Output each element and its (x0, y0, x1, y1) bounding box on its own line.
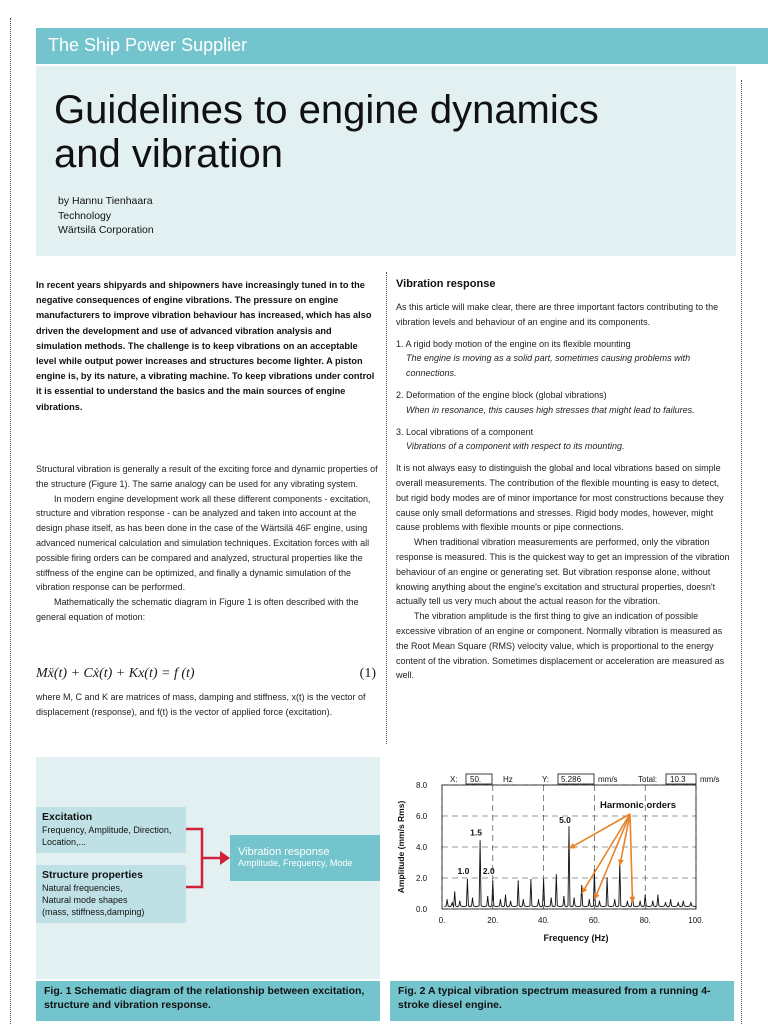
x-tick-label: 40. (538, 916, 550, 925)
right-intro: As this article will make clear, there are three important factors contributing to the vibration levels and behaviour of an engine and its components. (396, 302, 719, 327)
arrowhead-icon (618, 859, 624, 865)
factor-item-3-title: 3. Local vibrations of a component (396, 426, 534, 437)
spectrum-peak (678, 902, 679, 903)
spectrum-peak (556, 874, 557, 875)
excitation-text: Frequency, Amplitude, Direction, Location,... (42, 825, 172, 847)
spectrum-peak (589, 899, 590, 900)
factor-item-2-desc: When in resonance, this causes high stresses that might lead to failures. (406, 404, 695, 415)
spectrum-peak (523, 899, 524, 900)
header-band (36, 28, 768, 64)
readout-bar (450, 774, 720, 784)
spectrum-peak (492, 881, 493, 882)
x-axis-title: Frequency (Hz) (543, 933, 609, 943)
title-line-2: and vibration (54, 132, 284, 176)
x-tick-label: 60. (588, 916, 600, 925)
x-tick-label: 80. (639, 916, 651, 925)
arrowhead-icon (629, 897, 635, 903)
factor-item-2 (396, 388, 732, 418)
spectrum-peak (563, 896, 564, 897)
order-label: 1.0 (457, 866, 470, 876)
readout-x-unit: Hz (503, 775, 513, 784)
readout-y-label: Y: (542, 775, 550, 784)
structure-title: Structure properties (42, 869, 143, 881)
response-text: Amplitude, Frequency, Mode (238, 858, 353, 868)
x-tick-label: 100. (688, 916, 704, 925)
equation-number: (1) (359, 666, 376, 681)
figure-2-caption: Fig. 2 A typical vibration spectrum measured from a running 4-stroke diesel engine. (390, 981, 734, 1021)
readout-total-value: 10.3 (670, 775, 686, 784)
figure-2-chart (390, 757, 734, 979)
spectrum-chart (390, 757, 734, 979)
spectrum-peak (500, 899, 501, 900)
left-margin-rule (10, 18, 11, 1024)
figure-1-diagram (36, 757, 380, 979)
title-box (36, 66, 736, 256)
spectrum-peak (518, 881, 519, 882)
factor-item-3 (396, 425, 732, 455)
left-column-body (36, 462, 378, 625)
spectrum-peak (543, 879, 544, 880)
spectrum-peak (627, 901, 628, 902)
right-paragraph-1: It is not always easy to distinguish the global and local vibrations based on simple overall measurements. The contribution of the flexible mounting is easy to detect, but rigid body modes are of minor importance for most constructions because they cause only small deformations and stresses. Rigid body modes, however, might cause problems with flexible mounts or pipe connections. (396, 463, 724, 533)
spectrum-peak (530, 879, 531, 880)
right-column-body (396, 300, 732, 683)
excitation-box (36, 807, 186, 853)
factor-item-1-title: 1. A rigid body motion of the engine on its flexible mounting (396, 338, 631, 349)
left-paragraph-1: Structural vibration is generally a result of the exciting force and dynamic properties of the structure (Figure 1). The same analogy can be used for any vibrating system. (36, 464, 378, 489)
connector-lower (186, 858, 202, 887)
order-label: 5.0 (559, 814, 571, 825)
figure-1-caption: Fig. 1 Schematic diagram of the relationship between excitation, structure and vibration response. (36, 981, 380, 1021)
readout-x-label: X: (450, 775, 458, 784)
spectrum-peak (670, 899, 671, 900)
spectrum-peak (657, 894, 658, 895)
spectrum-peak (472, 898, 473, 899)
right-paragraph-3: The vibration amplitude is the first thing to give an indication of possible excessive vibration of an engine or component. Normally vibration is measured as the Root Mean Square (RMS) velocity value, which is proportional to the energy content of the vibration. Sometimes displacement or acceleration are measured as well. (396, 611, 725, 681)
left-paragraph-3: Mathematically the schematic diagram in Figure 1 is often described with the general equation of motion: (36, 597, 359, 622)
equation-text: Mẍ(t) + Cẋ(t) + Kx(t) = f (t) (36, 666, 195, 681)
structure-line-1: Natural frequencies, (42, 883, 123, 893)
spectrum-peak (467, 879, 468, 880)
spectrum-peak (690, 902, 691, 903)
header-band-label: The Ship Power Supplier (48, 35, 248, 55)
readout-total-unit: mm/s (700, 775, 720, 784)
spectrum-peak (683, 901, 684, 902)
spectrum-peak (454, 891, 455, 892)
response-title: Vibration response (238, 846, 330, 858)
y-tick-label: 2.0 (416, 874, 428, 883)
byline-company: Wärtsilä Corporation (58, 224, 154, 236)
spectrum-peak (652, 901, 653, 902)
spectrum-peak (640, 901, 641, 902)
spectrum-peak (510, 901, 511, 902)
y-tick-label: 4.0 (416, 843, 428, 852)
spectrum-peak (452, 902, 453, 903)
right-margin-rule (741, 80, 742, 1024)
factor-item-1-desc: The engine is moving as a solid part, sometimes causing problems with connections. (406, 353, 691, 379)
y-axis-title: Amplitude (mm/s Rms) (396, 800, 406, 894)
readout-x-value: 50. (470, 775, 482, 784)
readout-y-value: 5.286 (561, 775, 582, 784)
spectrum-peak (551, 898, 552, 899)
left-paragraph-4: where M, C and K are matrices of mass, damping and stiffness, x(t) is the vector of displacement (response), and f(t) is the vector of applied force (excitation). (36, 692, 366, 717)
spectrum-peak (459, 901, 460, 902)
spectrum-peak (538, 899, 539, 900)
spectrum-peak (505, 894, 506, 895)
y-tick-label: 0.0 (416, 905, 428, 914)
vibration-response-box (230, 835, 380, 881)
spectrum-peak (480, 840, 481, 841)
spectrum-peak (665, 902, 666, 903)
order-label: 2.0 (482, 866, 495, 876)
spectrum-peak (645, 894, 646, 895)
spectrum-peak (607, 877, 608, 878)
right-paragraph-2: When traditional vibration measurements are performed, only the vibration response is measured. This is the quickest way to get an impression of the vibration behaviour of an engine or generating set. But vibration response alone, without knowing anything about the engine's excitation and structural properties, doesn't actually tell us very much about the actual reason for the vibration. (396, 537, 730, 607)
harmonic-orders-label: Harmonic orders (600, 800, 677, 811)
connector-upper (186, 829, 202, 858)
factor-item-1 (396, 337, 732, 381)
harmonic-arrow (630, 814, 633, 903)
factor-item-3-desc: Vibrations of a component with respect to its mounting. (406, 441, 625, 452)
structure-line-3: (mass, stiffness,damping) (42, 907, 145, 917)
harmonic-arrow (594, 814, 630, 900)
structure-line-2: Natural mode shapes (42, 895, 128, 905)
readout-total-label: Total: (638, 775, 658, 784)
order-label: 1.5 (470, 827, 483, 838)
left-paragraph-2: In modern engine development work all these different components - excitation, structure and vibration response - can be analyzed and taken into account at the design phase itself, as has been done in the case of the Wärtsilä 46F engine, using advanced numerical calculation and simulation techniques. Excitation forces with all possible firing orders can be compared and analyzed, structural properties like the stiffness of the engine can be optimized, and finally a dynamic simulation of the vibration response can be performed. (36, 493, 371, 593)
lead-paragraph: In recent years shipyards and shipowners have increasingly tuned in to the negative consequences of engine vibrations. The pressure on engine manufacturers to improve vibration behaviour has increased, which has also driven the development and use of advanced vibration analysis and simulation methods. The challenge is to keep vibrations on an acceptable level while output power increases and structures become lighter. A piston engine is, by its nature, a vibrating machine. To keep vibrations under control it is essential to understand the basics and the main sources of engine vibrations. (36, 280, 375, 412)
byline-author: by Hannu Tienhaara (58, 195, 153, 207)
spectrum-peak (614, 899, 615, 900)
spectrum-peak (573, 898, 574, 899)
harmonic-arrow (569, 814, 630, 849)
structure-box (36, 865, 186, 923)
y-tick-label: 6.0 (416, 812, 428, 821)
readout-y-unit: mm/s (598, 775, 618, 784)
title-line-1: Guidelines to engine dynamics (54, 88, 599, 132)
x-tick-label: 20. (487, 916, 499, 925)
excitation-title: Excitation (42, 811, 93, 823)
article-title (54, 88, 714, 176)
x-tick-label: 0. (438, 916, 446, 925)
equation-of-motion (36, 666, 376, 686)
left-column-body-2 (36, 690, 378, 720)
byline-dept: Technology (58, 209, 112, 222)
spectrum-peak (581, 885, 582, 886)
section-heading: Vibration response (396, 278, 496, 290)
spectrum-peak (446, 899, 447, 900)
column-divider (386, 272, 387, 744)
factor-item-2-title: 2. Deformation of the engine block (global vibrations) (396, 389, 607, 400)
spectrum-peak (568, 826, 569, 827)
harmonic-arrows (569, 814, 635, 903)
spectrum-peak (599, 901, 600, 902)
arrowhead-icon (220, 851, 230, 865)
y-tick-label: 8.0 (416, 781, 428, 790)
byline (58, 194, 154, 238)
spectrum-peak (487, 896, 488, 897)
